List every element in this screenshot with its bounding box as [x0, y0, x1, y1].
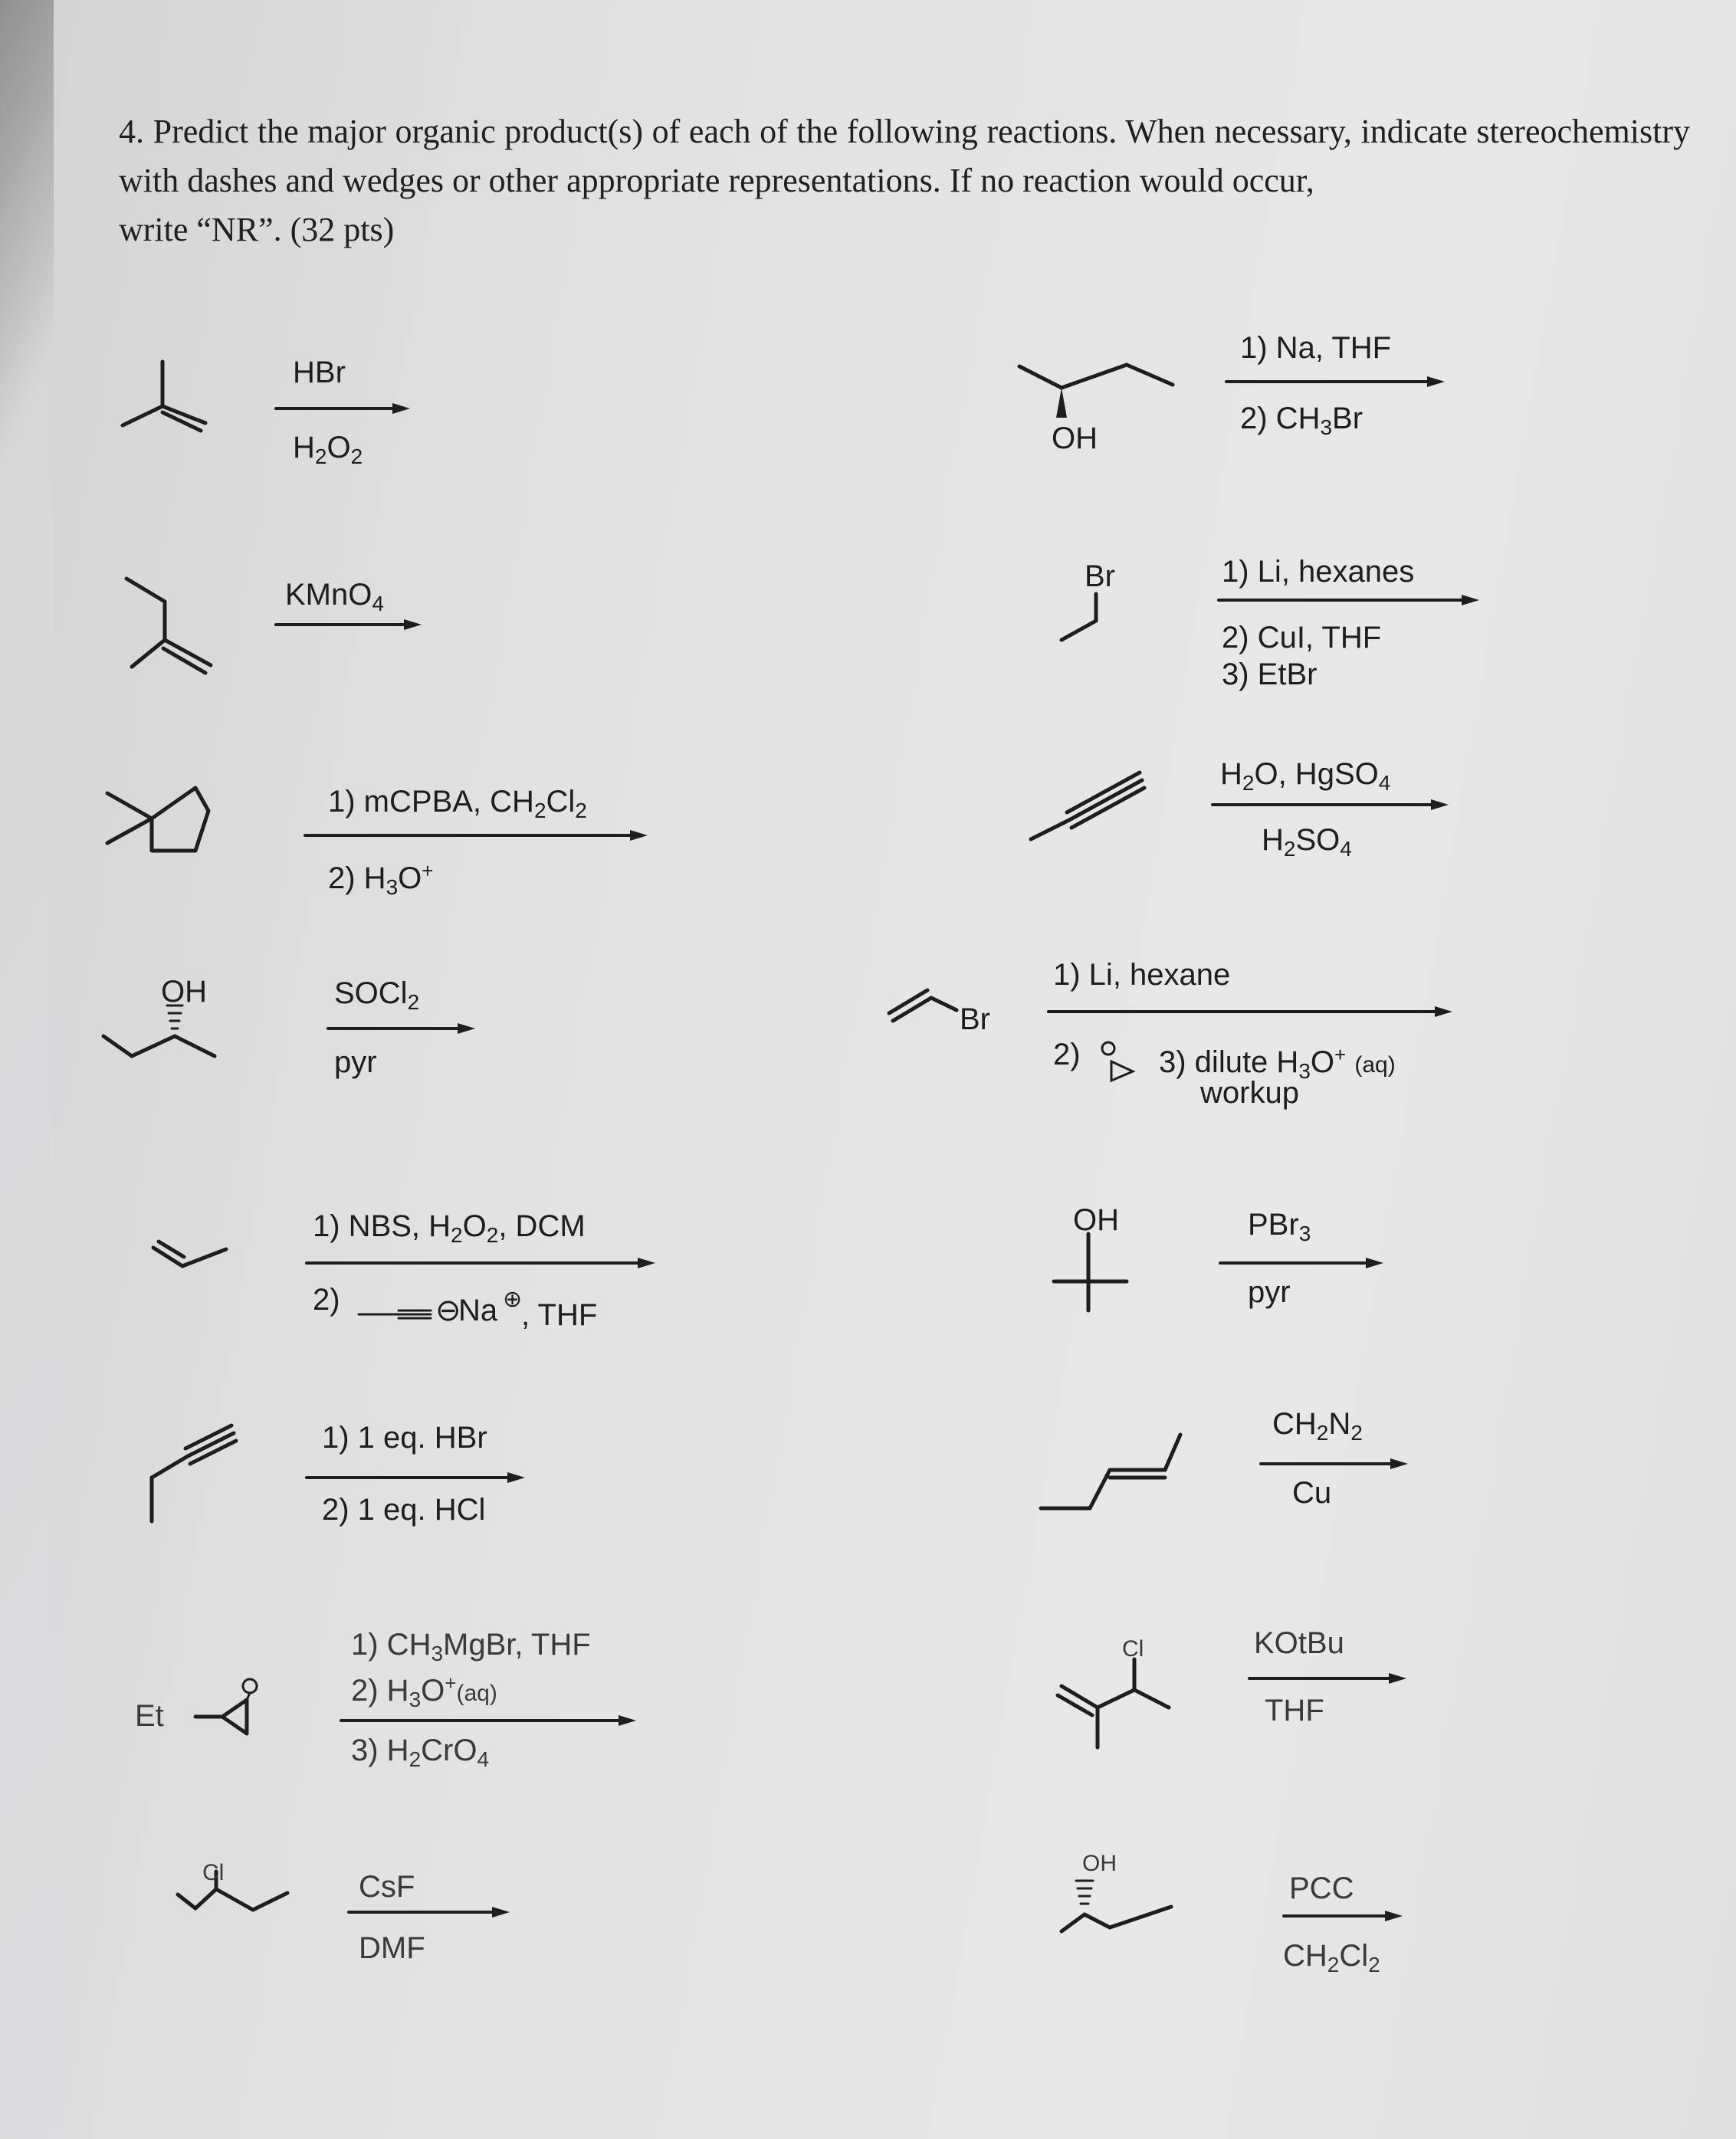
reagent-below-arrow: 2) 1 eq. HCl [322, 1493, 486, 1527]
atom-label-br: Br [960, 1002, 990, 1036]
reaction-arrow [1219, 595, 1479, 605]
structure-tertiary-chloride [1058, 1659, 1169, 1747]
reagent-above-arrow: SOCl$_2$ [334, 976, 420, 1014]
reagent-below-arrow: $H_2SO_4$ [1262, 823, 1352, 861]
plus-charge-icon: ⊕ [503, 1287, 523, 1312]
reagent-step-2: 2) [1053, 1038, 1081, 1071]
question-text-last: write “NR”. (32 pts) [119, 211, 395, 248]
reaction-arrow [307, 1472, 525, 1483]
atom-label-oh: OH [1052, 422, 1098, 455]
reaction-arrow [1226, 376, 1445, 387]
atom-label-br: Br [1085, 559, 1115, 593]
reagent-above-arrow: $CH_2N_2$ [1272, 1407, 1363, 1445]
propyne-anion [359, 1311, 431, 1318]
reagent-above-arrow: HBr [293, 356, 346, 389]
epoxide-icon [1102, 1042, 1133, 1081]
reagent-below-arrow: $H_2O_2$ [293, 431, 363, 468]
atom-label-cl: Cl [1122, 1636, 1144, 1662]
structure-2-chlorobutane [178, 1872, 287, 1910]
reagent-below-arrow: THF [1265, 1694, 1324, 1727]
reagent-below-arrow: 2) CuI, THF [1222, 621, 1382, 654]
reagent-above-arrow: KMnO$_4$ [285, 578, 384, 615]
reagent-above-arrow: 1) 1 eq. HBr [322, 1421, 487, 1455]
structure-isobutylene [123, 362, 205, 431]
reaction-arrow [1220, 1258, 1383, 1268]
structure-isopropylidenecyclopentane [107, 788, 208, 851]
reagent-below-arrow: 2) $H_3O^+$ [328, 859, 434, 899]
atom-label-et: Et [135, 1699, 164, 1733]
reagent-above-arrow: KOtBu [1254, 1626, 1344, 1660]
reaction-arrow [1284, 1911, 1403, 1921]
structure-bromoethane [1062, 594, 1096, 640]
structure-butan-2-ol [103, 1006, 215, 1056]
reagent-below-arrow: $CH_2Cl_2$ [1283, 1939, 1380, 1977]
structure-enyne [152, 1425, 236, 1521]
structure-ethyl-epoxide [195, 1679, 257, 1734]
reaction-arrow [1048, 1006, 1452, 1017]
atom-label-cl: Cl [202, 1860, 225, 1885]
reagent-step-2: 2) $H_3O^+(aq)$ [351, 1672, 497, 1711]
reagent-below-arrow: pyr [1248, 1275, 1291, 1309]
reaction-arrow [276, 403, 410, 414]
reagent-workup: workup [1200, 1076, 1299, 1110]
reaction-arrow [1261, 1458, 1408, 1469]
structure-propene [153, 1242, 226, 1266]
reagent-above-arrow: 1) Li, hexane [1053, 958, 1231, 992]
reaction-arrow [1249, 1673, 1406, 1684]
atom-label-oh: OH [161, 975, 207, 1009]
reaction-arrow [305, 830, 648, 841]
reagent-below-arrow: 2) $CH_3Br$ [1240, 402, 1364, 439]
reagent-above-arrow: 1) mCPBA, $CH_2Cl_2$ [328, 785, 587, 822]
reagent-step-1: 1) $CH_3MgBr$, THF [351, 1628, 591, 1665]
reagent-step-2: 2) [313, 1283, 340, 1317]
structure-3-methylbutan-2-ol [1019, 365, 1173, 418]
reagent-below-arrow: 3) EtBr [1222, 658, 1318, 691]
atom-label-oh: OH [1073, 1203, 1119, 1237]
structure-2-methylbutene [126, 579, 211, 673]
reagent-step-3: 3) $H_2CrO_4$ [351, 1734, 490, 1771]
reagent-below-arrow: Cu [1292, 1476, 1332, 1510]
reaction-arrow [328, 1023, 475, 1034]
reaction-arrow [307, 1258, 655, 1268]
reagent-above-arrow: PBr$_3$ [1248, 1208, 1311, 1245]
reagent-above-arrow: 1) Li, hexanes [1222, 555, 1415, 589]
reagent-above-arrow: 1) NBS, $H_2O_2$, DCM [313, 1209, 586, 1247]
reagent-above-arrow: CsF [359, 1870, 415, 1904]
structure-trans-2-pentene [1041, 1435, 1180, 1508]
reaction-arrow [349, 1907, 510, 1918]
structure-allyl-bromide [889, 990, 957, 1021]
reagent-step-3: 3) dilute $H_3O^+$ (aq) [1159, 1043, 1396, 1083]
reagent-above-arrow: $H_2O$, HgSO$_4$ [1220, 757, 1391, 795]
structure-butan-2-ol-dashed [1062, 1881, 1171, 1931]
reagent-above-arrow: 1) Na, THF [1240, 331, 1392, 365]
reagent-solvent: , THF [521, 1298, 598, 1332]
reagent-below-arrow: DMF [359, 1931, 425, 1965]
question-text: 4. Predict the major organic product(s) of each of the following reactions. When necessary, indicate stereochemistry with dashes and wedges or other appropriate representations. If no reaction would occur, [119, 113, 1690, 199]
sodium-label: Na [458, 1294, 498, 1327]
minus-charge-icon: ⊖ [435, 1294, 461, 1327]
reagent-above-arrow: PCC [1289, 1872, 1354, 1905]
structure-2-butyne [1031, 773, 1144, 839]
reagent-below-arrow: pyr [334, 1045, 377, 1079]
structure-tert-butanol [1054, 1234, 1127, 1311]
atom-label-oh: OH [1082, 1851, 1117, 1876]
